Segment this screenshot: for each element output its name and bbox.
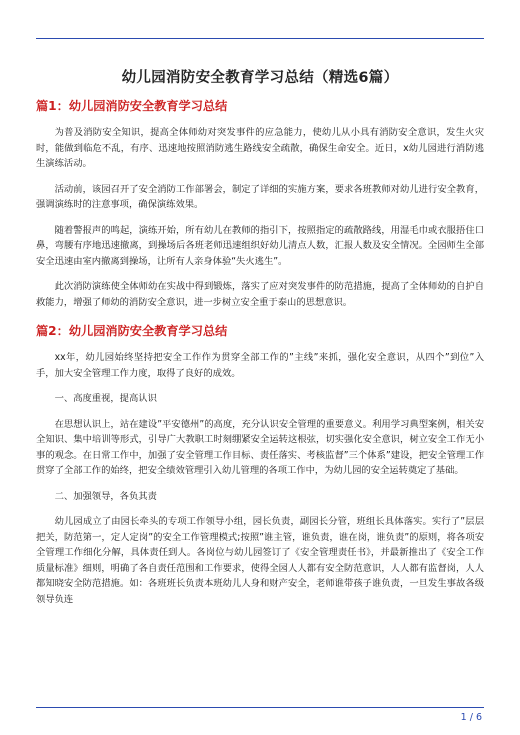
paragraph: 活动前，该园召开了安全消防工作部署会，制定了详细的实施方案，要求各班教师对幼儿进行安全教育，强调演练时的注意事项，确保演练效果。 bbox=[36, 183, 484, 210]
section-heading-1: 篇1：幼儿园消防安全教育学习总结 bbox=[36, 99, 228, 113]
paragraph: 在思想认识上，站在建设”平安德州”的高度，充分认识安全管理的重要意义。利用学习典型案例，相关安全知识、集中培训等形式，引导广大教职工时刻绷紧安全运转这根弦，切实强化安全意识，树立安全工作无小事的观念。在日常工作中，加强了安全管理工作目标、责任落实、考核监督”三个体系”建设，把安全管理工作贯穿了全部工作的始终，把安全绩效管理引入幼儿管理的各项工作中，为幼儿园的安全运转奠定了基础。 bbox=[36, 418, 484, 476]
page-number: 1 / 6 bbox=[460, 712, 482, 723]
document-title: 幼儿园消防安全教育学习总结（精选6篇） bbox=[121, 70, 399, 86]
header-rule bbox=[36, 38, 484, 39]
paragraph: 为普及消防安全知识，提高全体师幼对突发事件的应急能力，使幼儿从小具有消防安全意识，发生火灾时，能做到临危不乱，有序、迅速地按照消防逃生路线安全疏散，确保生命安全。近日，x幼儿园进行消防逃生演练活动。 bbox=[36, 127, 484, 169]
document-body bbox=[36, 97, 484, 617]
footer-rule bbox=[36, 707, 484, 708]
subheading: 二、加强领导，各负其责 bbox=[54, 490, 157, 502]
paragraph: 此次消防演练使全体师幼在实战中得到锻炼，落实了应对突发事件的防范措施，提高了全体师幼的自护自救能力，增强了师幼的消防安全意识，进一步树立安全重于泰山的思想意识。 bbox=[36, 281, 484, 308]
paragraph: 随着警报声的鸣起，演练开始，所有幼儿在教师的指引下，按照指定的疏散路线，用湿毛巾或衣服捂住口鼻，弯腰有序地迅速撤离，到操场后各班老师迅速组织好幼儿清点人数，汇报人数及安全情况。全园师生全部安全迅速由室内撤离到操场，让所有人亲身体验“失火逃生”。 bbox=[36, 224, 484, 267]
paragraph: xx年，幼儿园始终坚持把安全工作作为贯穿全部工作的”主线”来抓，强化安全意识，从四个”到位”入手，加大安全管理工作力度，取得了良好的成效。 bbox=[36, 352, 484, 379]
paragraph: 幼儿园成立了由园长牵头的专项工作领导小组，园长负责，副园长分管，班组长具体落实。实行了”层层把关，防范第一，定人定岗”的安全工作管理模式;按照”谁主管，谁负责，谁在岗，谁负责”的原则，将各项安全管理工作细化分解，具体责任到人。各岗位与幼儿园签订了《安全管理责任书》，并最新推出了《安全工作质量标准》细则，明确了各自责任范围和工作要求，使得全园人人都有安全防范意识，人人都有监督岗，人人都知晓安全防范措施。如：各班班长负责本班幼儿人身和财产安全，老师谁带孩子谁负责，一旦发生事故各级领导负连 bbox=[36, 516, 484, 605]
subheading: 一、高度重视，提高认识 bbox=[54, 393, 157, 404]
section-heading-2: 篇2：幼儿园消防安全教育学习总结 bbox=[36, 324, 228, 338]
